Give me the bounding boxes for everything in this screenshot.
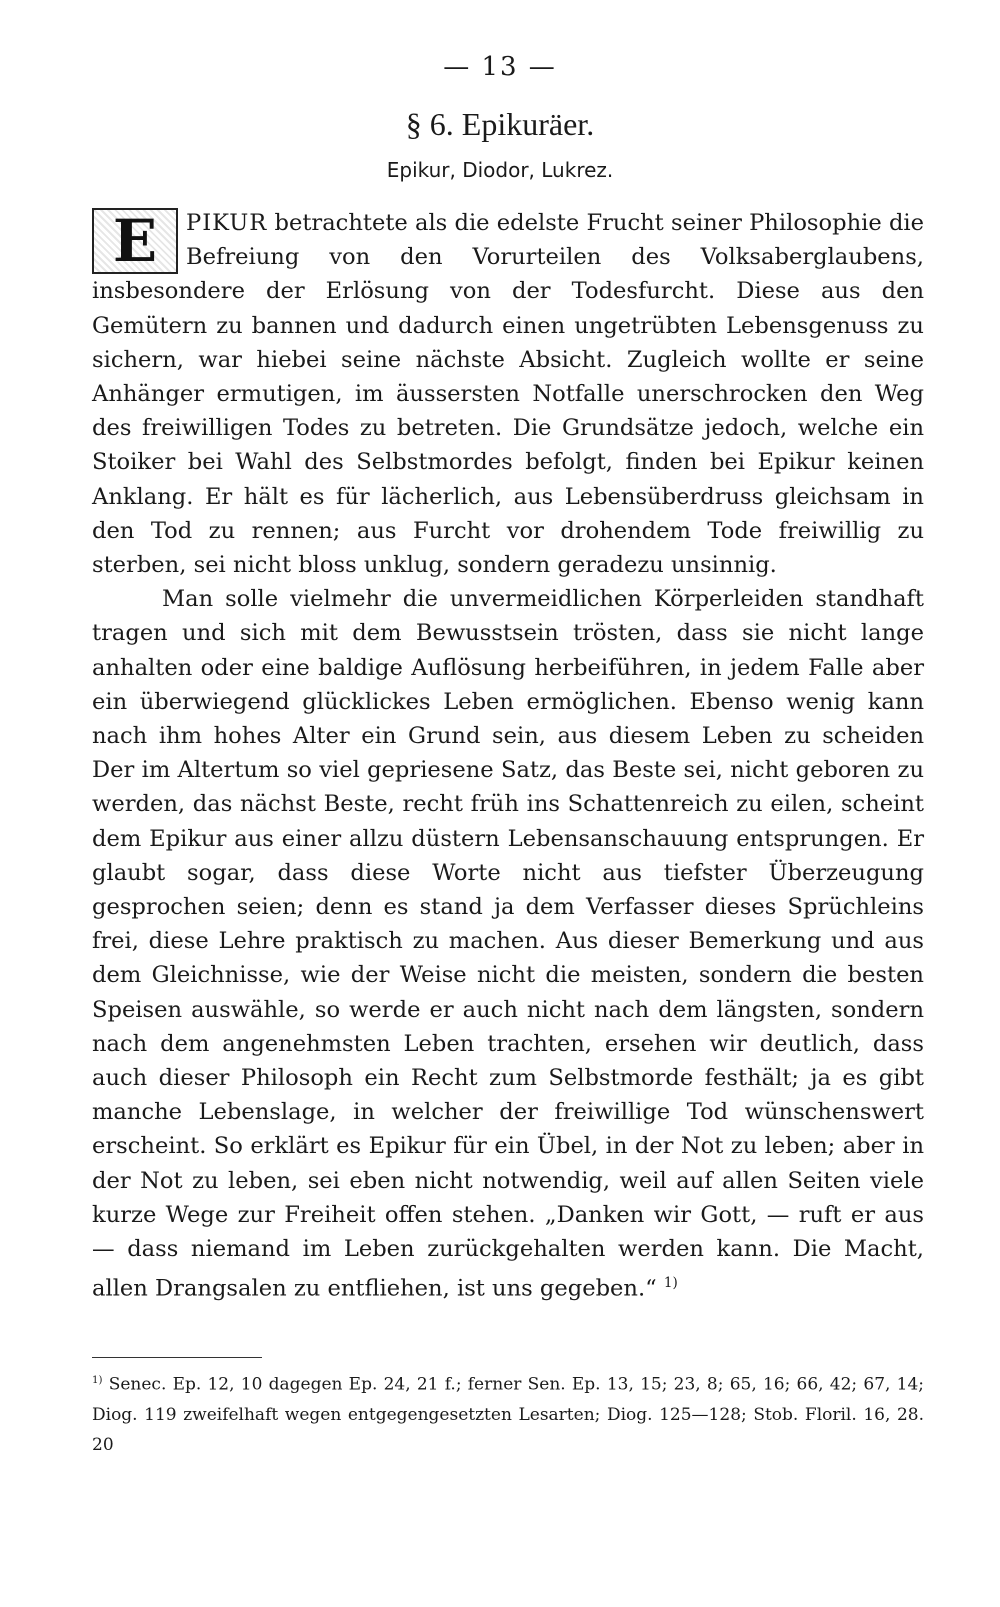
lead-word: PIKUR <box>186 210 268 236</box>
page-number: — 13 — <box>443 52 557 82</box>
section-subtitle: Epikur, Diodor, Lukrez. <box>386 158 614 182</box>
paragraph-1 <box>92 206 924 582</box>
footnote <box>92 1366 924 1460</box>
paragraph-2 <box>92 582 924 1306</box>
paragraph-2-text: Man solle vielmehr die unvermeidlichen Körperleiden standhaft tragen und sich mit dem Bewusstsein trösten, dass sie nicht lange anhalten oder eine baldige Auflösung herbeiführen, in jedem Falle aber ein überwiegend glücklickes Leben ermöglichen. Ebenso wenig kann nach ihm hohes Alter ein Grund sein, aus diesem Leben zu scheiden Der im Altertum so viel gepriesene Satz, das Beste sei, nicht geboren zu werden, das nächst Beste, recht früh ins Schattenreich zu eilen, scheint dem Epikur aus einer allzu düstern Lebensanschauung entsprungen. Er glaubt sogar, dass diese Worte nicht aus tiefster Überzeugung gesprochen seien; denn es stand ja dem Verfasser dieses Sprüchleins frei, diese Lehre praktisch zu machen. Aus dieser Bemerkung und aus dem Gleichnisse, wie der Weise nicht die meisten, sondern die besten Speisen auswähle, so werde er auch nicht nach dem längsten, sondern nach dem angenehmsten Leben trachten, ersehen wir deutlich, dass auch dieser Philosoph ein Recht zum Selbstmorde festhält; ja es gibt manche Lebenslage, in welcher der freiwillige Tod wünschenswert erscheint. So erklärt es Epikur für ein Übel, in der Not zu leben; aber in der Not zu leben, sei eben nicht notwendig, weil auf allen Seiten viele kurze Wege zur Freiheit offen stehen. „Danken wir Gott, — ruft er aus — dass niemand im Leben zurückgehalten werden kann. Die Macht, allen Drangsalen zu entfliehen, ist uns gegeben.“ <box>92 586 924 1302</box>
footnote-reference: 1) <box>663 1275 678 1292</box>
paragraph-1-text: betrachtete als die edelste Frucht seiner Philosophie die Befreiung von den Vorurteilen des Volksaberglaubens, insbesondere der Erlösung von der Todesfurcht. Diese aus den Gemütern zu bannen und dadurch einen ungetrübten Lebensgenuss zu sichern, war hiebei seine nächste Absicht. Zugleich wollte er seine Anhänger ermutigen, im äussersten Notfalle unerschrocken den Weg des freiwilligen Todes zu betreten. Die Grundsätze jedoch, welche ein Stoiker bei Wahl des Selbstmordes befolgt, finden bei Epikur keinen Anklang. Er hält es für lächerlich, aus Lebensüberdruss gleichsam in den Tod zu rennen; aus Furcht vor drohendem Tode freiwillig zu sterben, sei nicht bloss unklug, sondern geradezu unsinnig. <box>92 210 924 579</box>
footnote-text: Senec. Ep. 12, 10 dagegen Ep. 24, 21 f.; ferner Sen. Ep. 13, 15; 23, 8; 65, 16; 66, 42; 67, 14; Diog. 119 zweifelhaft wegen entgegengesetzten Lesarten; Diog. 125—128; Stob. Floril. 16, 28. 20 <box>92 1374 925 1455</box>
footnote-divider <box>92 1357 262 1358</box>
main-text <box>92 206 924 1306</box>
section-title: § 6. Epikuräer. <box>405 106 595 142</box>
decorative-initial-icon: E <box>92 208 178 274</box>
footnote-marker: 1) <box>92 1375 103 1386</box>
